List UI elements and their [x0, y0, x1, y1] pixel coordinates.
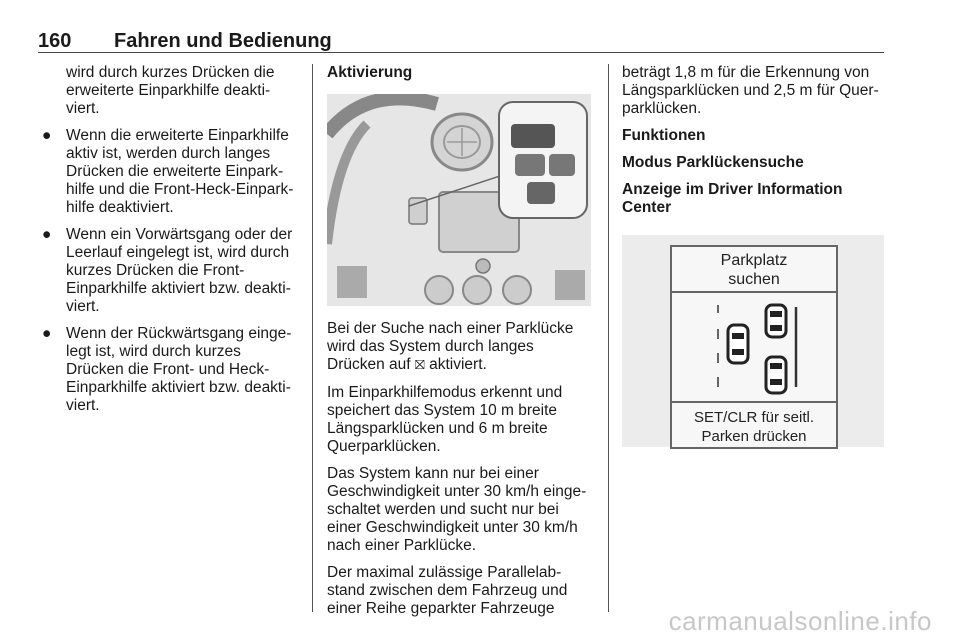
paragraph-text: aktiviert.	[429, 356, 487, 373]
page-number: 160	[38, 30, 72, 52]
dic-display-illustration	[622, 235, 884, 447]
car-right-bottom-icon	[766, 357, 786, 393]
parking-assist-icon: ⛝	[414, 358, 425, 373]
bullet-item	[38, 226, 296, 316]
bullet-icon: ●	[42, 325, 52, 342]
running-title: Fahren und Bedienung	[114, 30, 332, 52]
display-top-text	[672, 247, 836, 293]
subheading-anzeige: Anzeige im Driver Information Center	[622, 181, 843, 216]
section-heading-aktivierung: Aktivierung	[327, 64, 413, 81]
parking-graphic	[672, 295, 836, 399]
subheading-modus: Modus Parklückensuche	[622, 154, 804, 171]
bullet-text: Wenn ein Vorwärtsgang oder der Leerlauf eingelegt ist, wird durch kurzes Drücken die Front-Einparkhilfe aktiviert bzw. deaktiviert.	[66, 226, 293, 315]
col3-continuation: beträgt 1,8 m für die Erkennung von Längsparklücken und 2,5 m für Querparklücken.	[622, 64, 879, 117]
display-line: Parken drücken	[701, 428, 807, 445]
display-line: SET/CLR für seitl.	[693, 409, 815, 426]
column-3	[622, 64, 890, 447]
bullet-text: Wenn die erweiterte Einparkhilfe aktiv ist, werden durch langes Drücken die erweiterte Einparkhilfe und die Front-Heck-Einparkhilfe deaktiviert.	[66, 127, 294, 216]
aktivierung-paragraph	[327, 320, 594, 375]
bullet-item	[38, 325, 296, 415]
bullet-icon: ●	[42, 127, 52, 144]
watermark-text: carmanualsonline.info	[668, 606, 932, 636]
paragraph: Der maximal zulässige Parallelabstand zwischen dem Fahrzeug und einer Reihe geparkter Fahrzeuge	[327, 564, 568, 617]
dic-display-screen	[670, 245, 838, 449]
car-left-icon	[728, 325, 748, 363]
bullet-icon: ●	[42, 226, 52, 243]
dashboard-illustration	[327, 94, 591, 306]
bullet-item	[38, 127, 296, 217]
section-heading-funktionen: Funktionen	[622, 127, 706, 144]
car-right-top-icon	[766, 305, 786, 337]
col1-continuation: wird durch kurzes Drücken die erweiterte Einparkhilfe deaktiviert.	[66, 64, 275, 117]
display-line: Parkplatz	[720, 252, 788, 269]
display-bottom-text	[672, 401, 836, 447]
paragraph: Im Einparkhilfemodus erkennt und speichert das System 10 m breite Längsparklücken und 6 m breite Querparklücken.	[327, 384, 563, 455]
column-2	[327, 64, 594, 627]
column-divider-1	[312, 64, 313, 612]
paragraph-text: Bei der Suche nach einer Parklücke wird das System durch langes Drücken auf	[327, 320, 574, 373]
dashboard-drawing	[327, 94, 591, 306]
column-divider-2	[608, 64, 609, 612]
bullet-text: Wenn der Rückwärtsgang eingelegt ist, wird durch kurzes Drücken die Front- und Heck-Einparkhilfe aktiviert bzw. deaktiviert.	[66, 325, 292, 414]
display-line: suchen	[728, 271, 780, 288]
parked-cars-icon	[672, 295, 836, 399]
paragraph: Das System kann nur bei einer Geschwindigkeit unter 30 km/h eingeschaltet werden und sucht nur bei einer Geschwindigkeit unter 30 km/h nach einer Parklücke.	[327, 465, 587, 554]
column-1	[38, 64, 296, 424]
page-header	[38, 30, 884, 53]
